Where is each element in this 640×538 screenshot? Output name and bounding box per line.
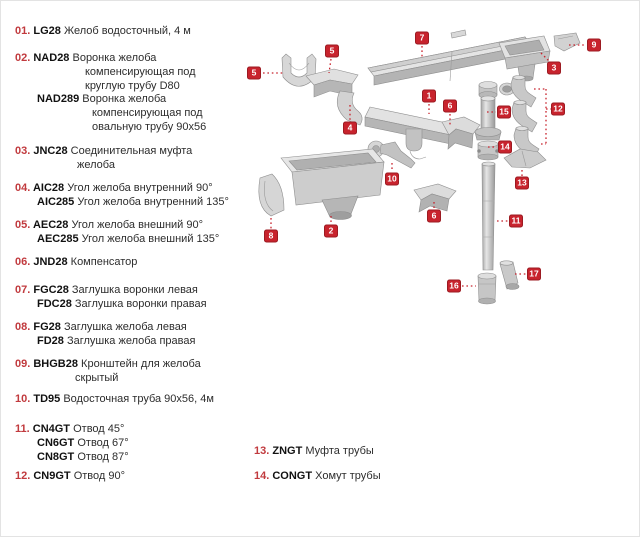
item-description: Угол желоба внешний 90° — [71, 219, 204, 231]
diagram-label-12: 12 — [551, 103, 565, 116]
diagram-label-8: 8 — [264, 230, 278, 243]
part-16-pipe-end — [478, 273, 496, 304]
item-description: Заглушка желоба левая — [63, 321, 187, 333]
item-description: Водосточная труба 90x56, 4м — [63, 393, 214, 405]
diagram-label-6b: 6 — [427, 210, 441, 223]
item-description: Отвод 45° — [73, 423, 125, 435]
item-code: AEC28 — [32, 219, 72, 231]
diagram-label-6a: 6 — [443, 100, 457, 113]
item-number: 11. — [15, 423, 33, 435]
part-2-funnel-gutter — [281, 149, 384, 220]
part-6-compensator-bottom — [414, 184, 456, 212]
part-6-compensator-top — [442, 117, 480, 149]
diagram-label-15: 15 — [497, 106, 511, 119]
item-code: AEC285 — [37, 232, 82, 245]
part-14-pipe-clamp — [478, 141, 499, 160]
item-number: 08. — [15, 321, 34, 333]
item-code: AIC28 — [32, 182, 68, 194]
diagram-label-5a: 5 — [247, 67, 261, 80]
item-code: NAD28 — [33, 52, 73, 64]
diagram-label-9: 9 — [587, 39, 601, 52]
item-code: JNC28 — [33, 145, 71, 157]
item-description: овальную трубу 90x56 — [92, 120, 207, 133]
diagram-label-7: 7 — [415, 32, 429, 45]
item-description: Отвод 67° — [77, 436, 129, 449]
item-code: FD28 — [37, 334, 67, 347]
item-code: CN6GT — [37, 436, 78, 449]
item-number: 09. — [15, 358, 34, 370]
item-number: 03. — [15, 145, 34, 157]
diagram-label-5b: 5 — [325, 45, 339, 58]
diagram-label-3: 3 — [547, 62, 561, 75]
item-description: Воронка желоба — [82, 93, 167, 106]
item-description: Отвод 90° — [73, 470, 126, 482]
item-code: FDC28 — [37, 297, 75, 310]
gutter-system-diagram — [1, 1, 639, 536]
item-description: Заглушка воронки правая — [74, 297, 207, 310]
item-code: LG28 — [33, 25, 64, 37]
item-description: Желоб водосточный, 4 м — [63, 25, 191, 37]
item-code: CN8GT — [37, 450, 78, 463]
item-description: Компенсатор — [70, 256, 138, 268]
item-number: 04. — [15, 182, 33, 194]
item-description: компенсирующая под — [85, 65, 196, 78]
item-description: Соединительная муфта — [70, 145, 193, 157]
item-code: AIC285 — [37, 195, 78, 208]
part-4-inner-corner — [337, 91, 362, 125]
item-code: CN4GT — [32, 423, 74, 435]
item-number: 06. — [15, 256, 34, 268]
item-description: Отвод 87° — [77, 450, 129, 463]
item-code: CONGT — [272, 470, 316, 482]
part-9-hidden-bracket — [554, 33, 580, 51]
item-description: Кронштейн для желоба — [81, 358, 201, 370]
item-number: 10. — [15, 393, 34, 405]
item-description: Угол желоба внутренний 135° — [77, 195, 229, 208]
diagram-drawing — [1, 1, 640, 538]
diagram-label-11: 11 — [509, 215, 523, 228]
item-number: 01. — [15, 25, 34, 37]
diagram-label-17: 17 — [527, 268, 541, 281]
item-number: 05. — [15, 219, 33, 231]
part-3-gutter-funnel — [499, 36, 550, 81]
item-description: компенсирующая под — [92, 107, 203, 120]
diagram-label-1: 1 — [422, 90, 436, 103]
item-description: Угол желоба внешний 135° — [81, 232, 220, 245]
item-code: FGC28 — [33, 284, 72, 296]
item-description: Муфта трубы — [305, 445, 374, 457]
diagram-label-10: 10 — [385, 173, 399, 186]
part-17-outlet-shoe — [500, 261, 519, 290]
item-code: TD95 — [33, 393, 64, 405]
part-11-downpipe — [482, 162, 495, 270]
item-number: 02. — [15, 52, 34, 64]
item-number: 14. — [254, 470, 273, 482]
item-description: Заглушка желоба правая — [66, 334, 196, 347]
diagram-label-14: 14 — [498, 141, 512, 154]
item-description: Угол желоба внутренний 90° — [67, 182, 213, 194]
item-code: ZNGT — [272, 445, 306, 457]
diagram-label-4: 4 — [343, 122, 357, 135]
item-description: круглую трубу D80 — [85, 79, 180, 92]
item-code: NAD289 — [37, 93, 83, 106]
diagram-label-2: 2 — [324, 225, 338, 238]
diagram-label-16: 16 — [447, 280, 461, 293]
item-code: BHGB28 — [33, 358, 82, 370]
item-description: Хомут трубы — [315, 470, 381, 482]
item-description: Заглушка воронки левая — [71, 284, 198, 296]
item-description: скрытый — [75, 371, 119, 384]
item-code: JND28 — [33, 256, 71, 268]
part-8-end-cap — [259, 174, 284, 216]
item-description: желоба — [77, 158, 115, 171]
item-number: 13. — [254, 445, 273, 457]
item-code: FG28 — [33, 321, 64, 333]
item-code: CN9GT — [33, 470, 74, 482]
item-number: 07. — [15, 284, 34, 296]
diagram-label-13: 13 — [515, 177, 529, 190]
item-description: Воронка желоба — [72, 52, 157, 64]
item-number: 12. — [15, 470, 34, 482]
